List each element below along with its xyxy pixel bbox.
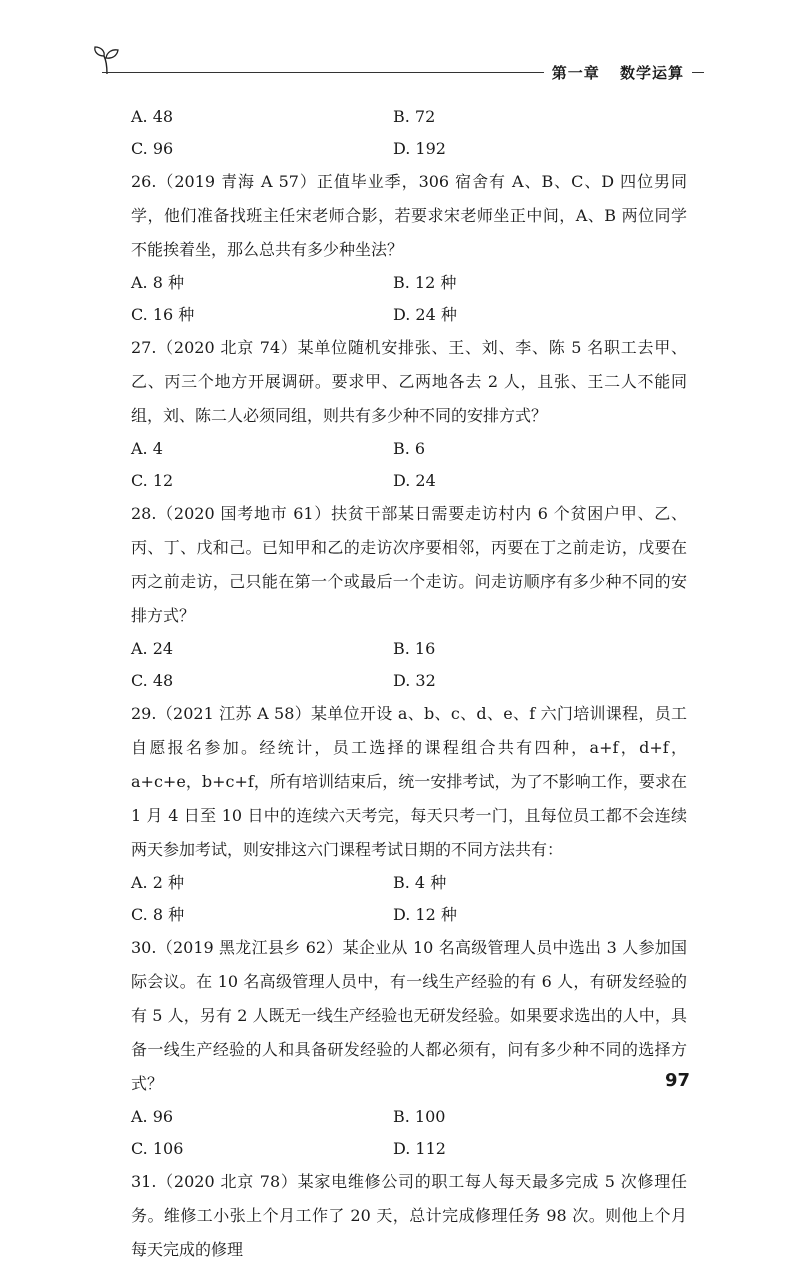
- option-group: [131, 867, 687, 931]
- option-group: [131, 267, 687, 331]
- option-group: [131, 1101, 687, 1165]
- question-29: [131, 697, 687, 867]
- question-27: [131, 331, 687, 433]
- option-row: [131, 867, 687, 899]
- question-31: [131, 1165, 687, 1267]
- option-c: C. 106: [131, 1139, 184, 1158]
- page-number: 97: [664, 1070, 690, 1091]
- option-row: [131, 899, 687, 931]
- option-c: C. 96: [131, 139, 174, 158]
- chapter-label: 第一章: [551, 64, 600, 82]
- question-text: 31.（2020 北京 78）某家电维修公司的职工每人每天最多完成 5 次修理任务。维修工小张上个月工作了 20 天，总计完成修理任务 98 次。则他上个月每天完成的修理: [131, 1172, 687, 1259]
- option-a: A. 4: [131, 439, 163, 458]
- option-d: D. 24 种: [393, 305, 457, 324]
- option-row: [131, 465, 687, 497]
- option-a: A. 2 种: [131, 873, 184, 892]
- chapter-heading: [544, 62, 692, 83]
- option-b: B. 72: [393, 107, 436, 126]
- option-b: B. 100: [393, 1107, 446, 1126]
- option-group: [131, 433, 687, 497]
- option-c: C. 8 种: [131, 905, 185, 924]
- option-row: [131, 299, 687, 331]
- option-a: A. 48: [131, 107, 174, 126]
- page-content: [131, 101, 687, 1267]
- question-text: 27.（2020 北京 74）某单位随机安排张、王、刘、李、陈 5 名职工去甲、乙、丙三个地方开展调研。要求甲、乙两地各去 2 人，且张、王二人不能同组，刘、陈二人必须同组，则共有多少种不同的安排方式？: [131, 338, 687, 425]
- option-d: D. 24: [393, 471, 436, 490]
- option-row: [131, 1101, 687, 1133]
- option-row: [131, 433, 687, 465]
- question-text: 28.（2020 国考地市 61）扶贫干部某日需要走访村内 6 个贫困户甲、乙、丙、丁、戊和己。已知甲和乙的走访次序要相邻，丙要在丁之前走访，戊要在丙之前走访，己只能在第一个或最后一个走访。问走访顺序有多少种不同的安排方式？: [131, 504, 687, 625]
- option-row: [131, 101, 687, 133]
- option-group: [131, 101, 687, 165]
- question-30: [131, 931, 687, 1101]
- option-d: D. 12 种: [393, 905, 457, 924]
- question-text: 30.（2019 黑龙江县乡 62）某企业从 10 名高级管理人员中选出 3 人参加国际会议。在 10 名高级管理人员中，有一线生产经验的有 6 人，有研发经验的有 5 人，另有 2 人既无一线生产经验也无研发经验。如果要求选出的人中，具备一线生产经验的人和具备研发经验的人都必须有，问有多少种不同的选择方式？: [131, 938, 687, 1093]
- option-row: [131, 133, 687, 165]
- option-c: C. 16 种: [131, 305, 195, 324]
- option-b: B. 6: [393, 439, 426, 458]
- question-text: 29.（2021 江苏 A 58）某单位开设 a、b、c、d、e、f 六门培训课程，员工自愿报名参加。经统计，员工选择的课程组合共有四种，a+f，d+f，a+c+e，b+c+f，所有培训结束后，统一安排考试，为了不影响工作，要求在 1 月 4 日至 10 日中的连续六天考完，每天只考一门，且每位员工都不会连续两天参加考试，则安排这六门课程考试日期的不同方法共有：: [131, 704, 687, 859]
- question-28: [131, 497, 687, 633]
- chapter-title: 数学运算: [619, 64, 684, 82]
- option-row: [131, 267, 687, 299]
- option-c: C. 12: [131, 471, 174, 490]
- page-header: [0, 0, 800, 90]
- option-d: D. 192: [393, 139, 446, 158]
- option-a: A. 8 种: [131, 273, 184, 292]
- option-a: A. 96: [131, 1107, 174, 1126]
- option-row: [131, 1133, 687, 1165]
- option-d: D. 32: [393, 671, 436, 690]
- option-row: [131, 665, 687, 697]
- question-26: [131, 165, 687, 267]
- sprout-icon: [92, 44, 122, 80]
- option-b: B. 16: [393, 639, 436, 658]
- option-row: [131, 633, 687, 665]
- option-group: [131, 633, 687, 697]
- option-a: A. 24: [131, 639, 174, 658]
- option-b: B. 4 种: [393, 873, 447, 892]
- option-d: D. 112: [393, 1139, 446, 1158]
- option-c: C. 48: [131, 671, 174, 690]
- question-text: 26.（2019 青海 A 57）正值毕业季，306 宿舍有 A、B、C、D 四位男同学，他们准备找班主任宋老师合影，若要求宋老师坐正中间，A、B 两位同学不能挨着坐，那么总共有多少种坐法？: [131, 172, 687, 259]
- option-b: B. 12 种: [393, 273, 457, 292]
